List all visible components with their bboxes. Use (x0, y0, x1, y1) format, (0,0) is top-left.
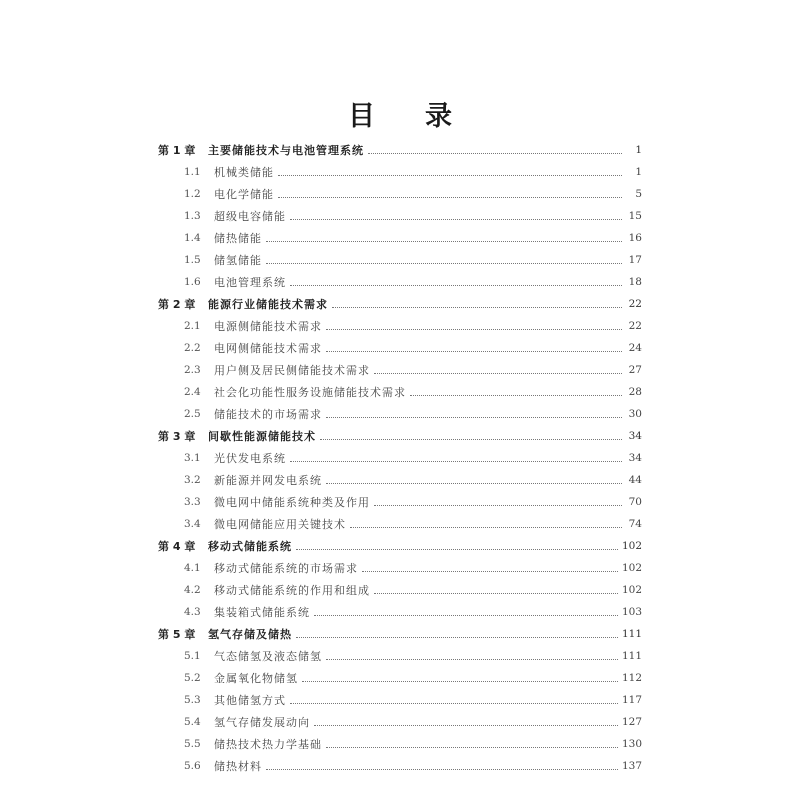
section-number: 2.1 (184, 320, 201, 332)
title-char-right: 录 (425, 101, 452, 132)
dot-leader (326, 328, 622, 330)
toc-section-entry[interactable] (158, 733, 642, 755)
section-number: 3.3 (184, 496, 201, 508)
dot-leader (326, 746, 618, 748)
section-title: 移动式储能系统的作用和组成 (214, 584, 370, 597)
dot-leader (320, 438, 622, 440)
dot-leader (374, 592, 618, 594)
section-title: 储氢储能 (214, 254, 262, 267)
chapter-title: 能源行业储能技术需求 (208, 298, 328, 311)
section-title: 其他储氢方式 (214, 694, 286, 707)
page-number: 74 (628, 518, 642, 530)
dot-leader (266, 262, 622, 264)
section-number: 1.4 (184, 232, 201, 244)
section-title: 电网侧储能技术需求 (214, 342, 322, 355)
section-number: 1.5 (184, 254, 201, 266)
section-title: 集装箱式储能系统 (214, 606, 310, 619)
page-number: 102 (621, 562, 642, 574)
section-title: 光伏发电系统 (214, 452, 286, 465)
section-title: 储能技术的市场需求 (214, 408, 322, 421)
chapter-number: 第 2 章 (158, 298, 196, 311)
page-number: 24 (628, 342, 642, 354)
toc-section-entry[interactable] (158, 579, 642, 601)
dot-leader (362, 570, 618, 572)
page-number: 18 (628, 276, 642, 288)
page-number: 17 (628, 254, 642, 266)
section-number: 5.1 (184, 650, 201, 662)
page-number: 103 (621, 606, 642, 618)
section-number: 1.3 (184, 210, 201, 222)
page-number: 16 (628, 232, 642, 244)
page-number: 34 (628, 452, 642, 464)
dot-leader (290, 218, 622, 220)
section-title: 储热材料 (214, 760, 262, 773)
toc-section-entry[interactable] (158, 227, 642, 249)
section-title: 氢气存储发展动向 (214, 716, 310, 729)
title-char-left: 目 (348, 101, 375, 132)
dot-leader (410, 394, 622, 396)
page-number: 1 (635, 166, 642, 178)
toc-section-entry[interactable] (158, 161, 642, 183)
section-number: 3.4 (184, 518, 201, 530)
dot-leader (290, 284, 622, 286)
page-number: 111 (621, 628, 642, 640)
section-title: 移动式储能系统的市场需求 (214, 562, 358, 575)
section-number: 3.2 (184, 474, 201, 486)
page-number: 22 (628, 320, 642, 332)
toc-section-entry[interactable] (158, 601, 642, 623)
toc-chapter-entry[interactable] (158, 139, 642, 161)
dot-leader (332, 306, 622, 308)
section-number: 2.2 (184, 342, 201, 354)
dot-leader (314, 724, 618, 726)
toc-section-entry[interactable] (158, 711, 642, 733)
chapter-title: 间歇性能源储能技术 (208, 430, 316, 443)
dot-leader (326, 482, 622, 484)
section-title: 社会化功能性服务设施储能技术需求 (214, 386, 406, 399)
chapter-title: 主要储能技术与电池管理系统 (208, 144, 364, 157)
chapter-number: 第 4 章 (158, 540, 196, 553)
toc-section-entry[interactable] (158, 337, 642, 359)
table-of-contents (158, 139, 642, 777)
section-number: 5.2 (184, 672, 201, 684)
page-number: 137 (621, 760, 642, 772)
toc-section-entry[interactable] (158, 183, 642, 205)
dot-leader (314, 614, 618, 616)
page-number: 15 (628, 210, 642, 222)
toc-section-entry[interactable] (158, 689, 642, 711)
section-number: 5.5 (184, 738, 201, 750)
toc-section-entry[interactable] (158, 315, 642, 337)
toc-section-entry[interactable] (158, 381, 642, 403)
toc-section-entry[interactable] (158, 491, 642, 513)
section-title: 微电网储能应用关键技术 (214, 518, 346, 531)
section-title: 金属氧化物储氢 (214, 672, 298, 685)
toc-section-entry[interactable] (158, 667, 642, 689)
section-number: 2.5 (184, 408, 201, 420)
page-number: 102 (621, 540, 642, 552)
section-number: 2.3 (184, 364, 201, 376)
toc-section-entry[interactable] (158, 403, 642, 425)
section-title: 气态储氢及液态储氢 (214, 650, 322, 663)
dot-leader (350, 526, 622, 528)
dot-leader (302, 680, 618, 682)
page-number: 27 (628, 364, 642, 376)
toc-section-entry[interactable] (158, 557, 642, 579)
page-number: 130 (621, 738, 642, 750)
section-title: 储热储能 (214, 232, 262, 245)
section-number: 1.6 (184, 276, 201, 288)
page-number: 127 (621, 716, 642, 728)
chapter-number: 第 1 章 (158, 144, 196, 157)
toc-section-entry[interactable] (158, 513, 642, 535)
dot-leader (290, 460, 622, 462)
dot-leader (326, 658, 618, 660)
toc-chapter-entry[interactable] (158, 425, 642, 447)
chapter-title: 移动式储能系统 (208, 540, 292, 553)
dot-leader (278, 174, 622, 176)
toc-section-entry[interactable] (158, 447, 642, 469)
page-number: 1 (635, 144, 642, 156)
dot-leader (368, 152, 622, 154)
dot-leader (326, 350, 622, 352)
page-title (0, 94, 800, 133)
dot-leader (296, 636, 618, 638)
section-title: 电源侧储能技术需求 (214, 320, 322, 333)
dot-leader (278, 196, 622, 198)
toc-section-entry[interactable] (158, 755, 642, 777)
page-number: 30 (628, 408, 642, 420)
section-number: 5.4 (184, 716, 201, 728)
toc-section-entry[interactable] (158, 205, 642, 227)
dot-leader (296, 548, 618, 550)
section-number: 1.1 (184, 166, 201, 178)
chapter-number: 第 5 章 (158, 628, 196, 641)
section-number: 5.6 (184, 760, 201, 772)
dot-leader (326, 416, 622, 418)
section-number: 2.4 (184, 386, 201, 398)
page-number: 117 (621, 694, 642, 706)
section-title: 电化学储能 (214, 188, 274, 201)
section-title: 机械类储能 (214, 166, 274, 179)
page-number: 34 (628, 430, 642, 442)
section-number: 3.1 (184, 452, 201, 464)
dot-leader (290, 702, 618, 704)
section-number: 4.2 (184, 584, 201, 596)
chapter-number: 第 3 章 (158, 430, 196, 443)
section-number: 1.2 (184, 188, 201, 200)
section-title: 超级电容储能 (214, 210, 286, 223)
page-number: 111 (621, 650, 642, 662)
page-number: 112 (621, 672, 642, 684)
section-title: 储热技术热力学基础 (214, 738, 322, 751)
page-number: 102 (621, 584, 642, 596)
dot-leader (266, 768, 618, 770)
toc-section-entry[interactable] (158, 645, 642, 667)
section-title: 微电网中储能系统种类及作用 (214, 496, 370, 509)
toc-section-entry[interactable] (158, 271, 642, 293)
chapter-title: 氢气存储及储热 (208, 628, 292, 641)
section-number: 4.1 (184, 562, 201, 574)
dot-leader (374, 504, 622, 506)
page-number: 70 (628, 496, 642, 508)
page-number: 44 (628, 474, 642, 486)
toc-chapter-entry[interactable] (158, 623, 642, 645)
toc-section-entry[interactable] (158, 469, 642, 491)
toc-section-entry[interactable] (158, 359, 642, 381)
toc-chapter-entry[interactable] (158, 535, 642, 557)
toc-chapter-entry[interactable] (158, 293, 642, 315)
page-number: 28 (628, 386, 642, 398)
page-number: 22 (628, 298, 642, 310)
section-number: 4.3 (184, 606, 201, 618)
section-title: 电池管理系统 (214, 276, 286, 289)
section-title: 新能源并网发电系统 (214, 474, 322, 487)
section-number: 5.3 (184, 694, 201, 706)
page-number: 5 (635, 188, 642, 200)
toc-section-entry[interactable] (158, 249, 642, 271)
section-title: 用户侧及居民侧储能技术需求 (214, 364, 370, 377)
dot-leader (266, 240, 622, 242)
dot-leader (374, 372, 622, 374)
